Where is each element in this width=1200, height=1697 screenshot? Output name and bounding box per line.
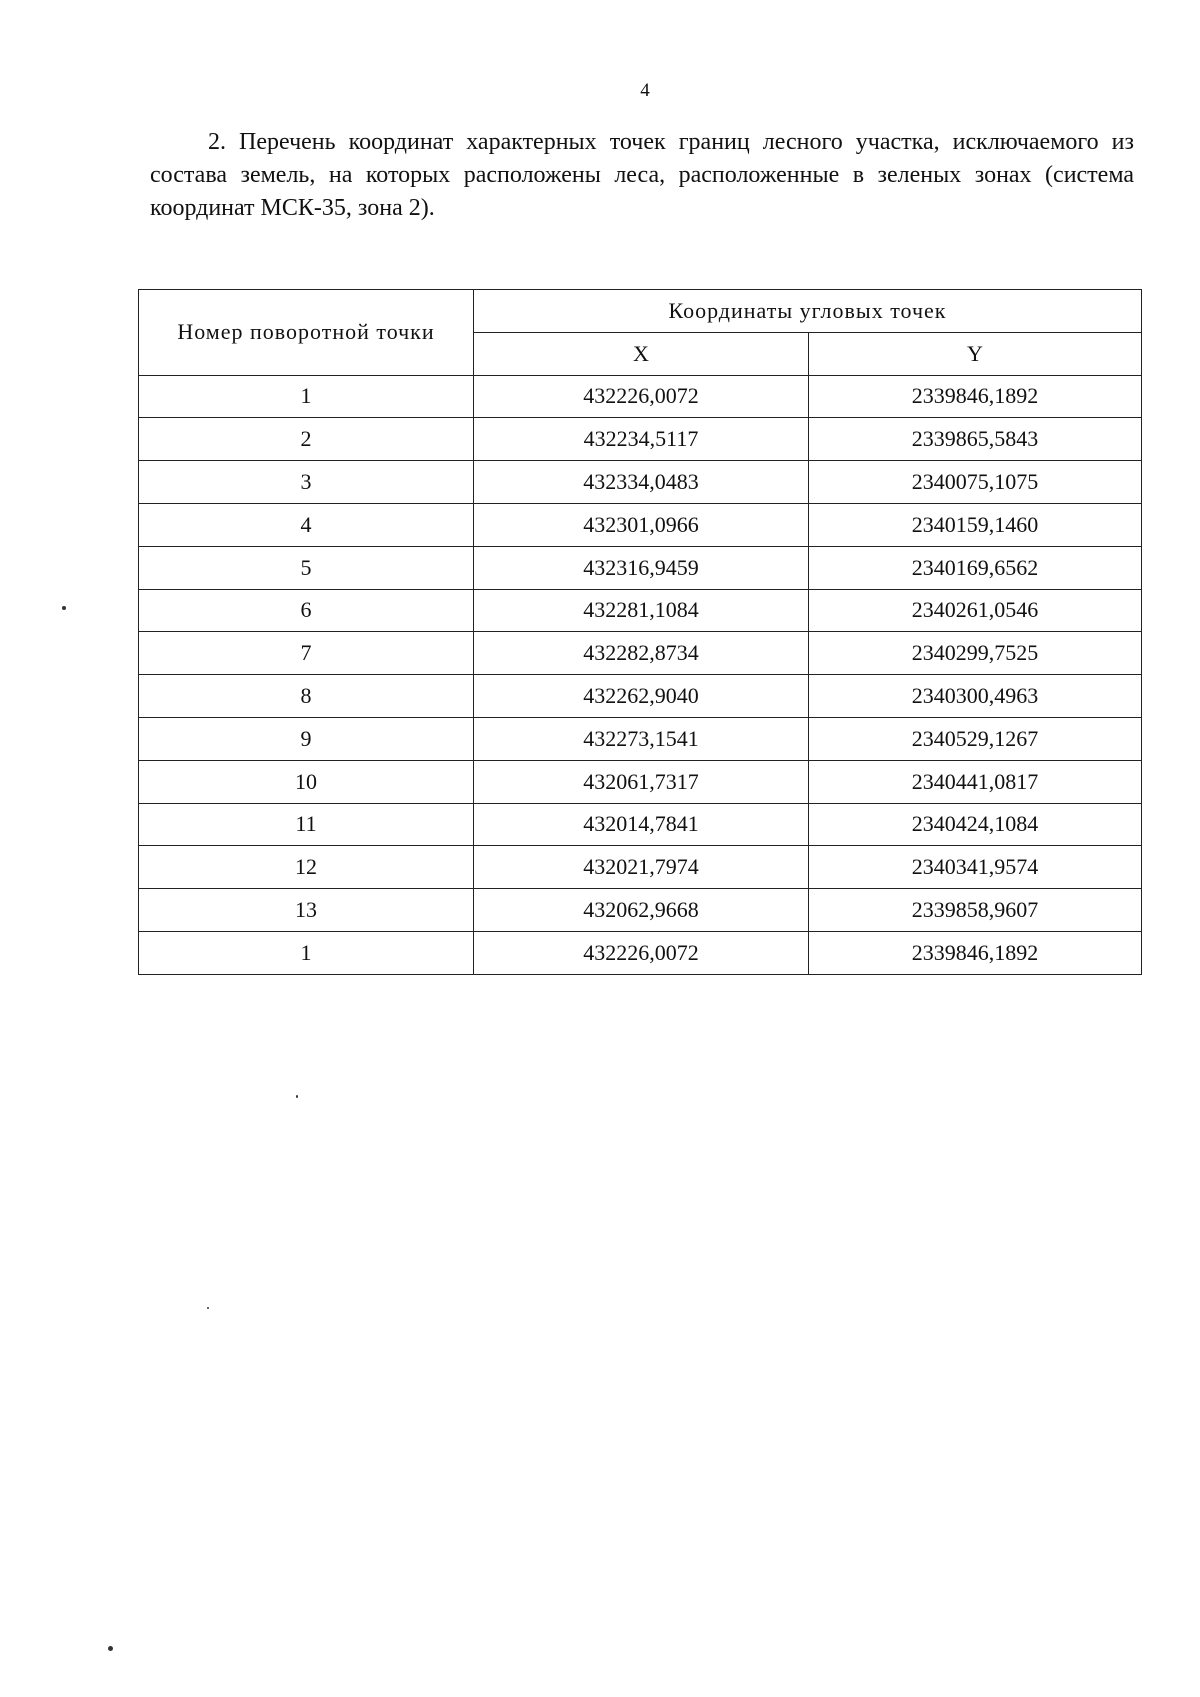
scan-speck <box>207 1307 209 1309</box>
y-coordinate-cell: 2339846,1892 <box>809 931 1142 974</box>
y-coordinate-cell: 2339846,1892 <box>809 375 1142 418</box>
y-coordinate-cell: 2340159,1460 <box>809 503 1142 546</box>
point-number-cell: 3 <box>139 461 474 504</box>
y-coordinate-cell: 2340299,7525 <box>809 632 1142 675</box>
x-coordinate-cell: 432062,9668 <box>474 889 809 932</box>
x-coordinate-cell: 432061,7317 <box>474 760 809 803</box>
y-coordinate-cell: 2340441,0817 <box>809 760 1142 803</box>
table-row <box>139 461 1142 504</box>
x-coordinate-cell: 432281,1084 <box>474 589 809 632</box>
point-number-cell: 10 <box>139 760 474 803</box>
coordinates-table <box>138 289 1142 975</box>
coordinates-table-body <box>139 375 1142 974</box>
y-coordinate-cell: 2340261,0546 <box>809 589 1142 632</box>
header-point-number: Номер поворотной точки <box>139 290 474 376</box>
table-row <box>139 931 1142 974</box>
x-coordinate-cell: 432282,8734 <box>474 632 809 675</box>
table-row <box>139 675 1142 718</box>
page-number: 4 <box>640 80 650 101</box>
table-row <box>139 803 1142 846</box>
scan-speck <box>296 1095 298 1098</box>
y-coordinate-cell: 2339865,5843 <box>809 418 1142 461</box>
y-coordinate-cell: 2340300,4963 <box>809 675 1142 718</box>
y-coordinate-cell: 2340169,6562 <box>809 546 1142 589</box>
x-coordinate-cell: 432316,9459 <box>474 546 809 589</box>
table-row <box>139 632 1142 675</box>
table-row <box>139 418 1142 461</box>
header-coordinates: Координаты угловых точек <box>474 290 1142 333</box>
x-coordinate-cell: 432273,1541 <box>474 717 809 760</box>
point-number-cell: 12 <box>139 846 474 889</box>
table-row <box>139 717 1142 760</box>
x-coordinate-cell: 432226,0072 <box>474 931 809 974</box>
point-number-cell: 11 <box>139 803 474 846</box>
point-number-cell: 8 <box>139 675 474 718</box>
x-coordinate-cell: 432262,9040 <box>474 675 809 718</box>
y-coordinate-cell: 2340424,1084 <box>809 803 1142 846</box>
point-number-cell: 2 <box>139 418 474 461</box>
header-y: Y <box>809 332 1142 375</box>
scan-speck <box>62 606 66 610</box>
point-number-cell: 7 <box>139 632 474 675</box>
point-number-cell: 13 <box>139 889 474 932</box>
y-coordinate-cell: 2340341,9574 <box>809 846 1142 889</box>
point-number-cell: 1 <box>139 375 474 418</box>
header-x: X <box>474 332 809 375</box>
intro-paragraph: 2. Перечень координат характерных точек границ лесного участка, исключаемого из состава земель, на которых расположены леса, расположенные в зеленых зонах (система координат МСК-35, зона 2). <box>150 129 1134 221</box>
point-number-cell: 4 <box>139 503 474 546</box>
table-row <box>139 546 1142 589</box>
table-row <box>139 846 1142 889</box>
x-coordinate-cell: 432021,7974 <box>474 846 809 889</box>
table-row <box>139 375 1142 418</box>
table-row <box>139 589 1142 632</box>
x-coordinate-cell: 432226,0072 <box>474 375 809 418</box>
x-coordinate-cell: 432234,5117 <box>474 418 809 461</box>
point-number-cell: 1 <box>139 931 474 974</box>
y-coordinate-cell: 2339858,9607 <box>809 889 1142 932</box>
table-row <box>139 889 1142 932</box>
point-number-cell: 9 <box>139 717 474 760</box>
table-row <box>139 760 1142 803</box>
point-number-cell: 5 <box>139 546 474 589</box>
x-coordinate-cell: 432014,7841 <box>474 803 809 846</box>
point-number-cell: 6 <box>139 589 474 632</box>
x-coordinate-cell: 432301,0966 <box>474 503 809 546</box>
y-coordinate-cell: 2340075,1075 <box>809 461 1142 504</box>
x-coordinate-cell: 432334,0483 <box>474 461 809 504</box>
scan-speck <box>108 1646 113 1651</box>
y-coordinate-cell: 2340529,1267 <box>809 717 1142 760</box>
table-row <box>139 503 1142 546</box>
